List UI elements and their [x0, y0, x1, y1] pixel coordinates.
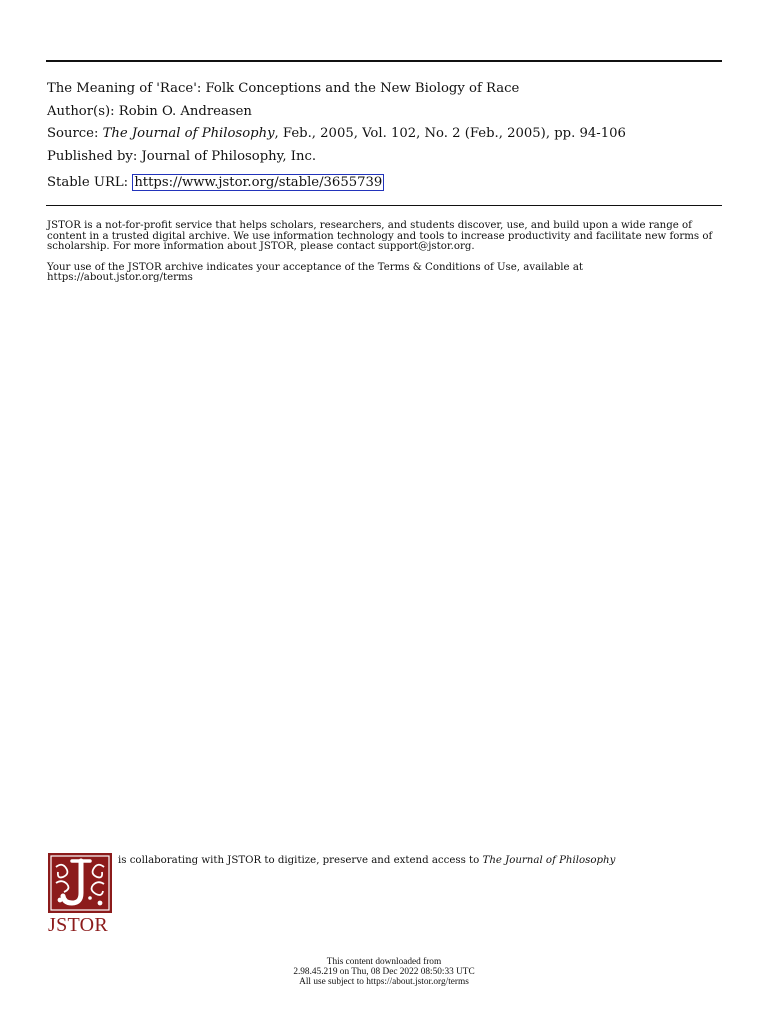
- stable-url-line: [47, 172, 727, 195]
- authors-value: Robin O. Andreasen: [118, 103, 252, 119]
- jstor-logo-mark-icon: [48, 853, 112, 913]
- footer-line-3: All use subject to https://about.jstor.org/terms: [299, 976, 469, 987]
- top-rule: [46, 60, 722, 62]
- jstor-notice: [47, 221, 727, 294]
- download-footer: [0, 958, 768, 987]
- authors-label: Author(s):: [47, 103, 115, 119]
- collaboration-statement: [118, 855, 638, 867]
- notice-paragraph-1: JSTOR is a not-for-profit service that helps scholars, researchers, and students discover, use, and build upon a wide range of content in a trusted digital archive. We use information technology and tools to increase productivity and facilitate new forms of scholarship. For more information about JSTOR, please contact support@jstor.org.: [47, 220, 713, 253]
- footer-line-1: This content downloaded from: [326, 957, 442, 967]
- authors-line: [47, 101, 727, 124]
- stable-url-label: Stable URL:: [47, 175, 129, 190]
- source-journal: The Journal of Philosophy: [102, 126, 275, 141]
- footer-line-2: 2.98.45.219 on Thu, 08 Dec 2022 08:50:33 UTC: [293, 966, 475, 977]
- notice-paragraph-2: Your use of the JSTOR archive indicates your acceptance of the Terms & Conditions of Use, available at https://about.jstor.org/terms: [47, 261, 583, 284]
- source-label: Source:: [47, 126, 99, 141]
- publisher-line: [47, 146, 727, 169]
- section-divider: [46, 205, 722, 206]
- publisher-label: Published by:: [47, 148, 138, 164]
- source-line: [47, 123, 727, 146]
- article-title: The Meaning of 'Race': Folk Conceptions and the New Biology of Race: [47, 81, 520, 96]
- collaboration-text: is collaborating with JSTOR to digitize, preserve and extend access to: [118, 855, 483, 866]
- jstor-wordmark: JSTOR: [48, 914, 109, 936]
- cover-metadata: [47, 78, 727, 195]
- source-details: , Feb., 2005, Vol. 102, No. 2 (Feb., 2005), pp. 94-106: [274, 126, 626, 141]
- stable-url-link[interactable]: https://www.jstor.org/stable/3655739: [134, 175, 383, 190]
- publisher-value: Journal of Philosophy, Inc.: [141, 148, 317, 164]
- jstor-logo: [48, 853, 114, 936]
- collaboration-journal: The Journal of Philosophy: [482, 855, 616, 866]
